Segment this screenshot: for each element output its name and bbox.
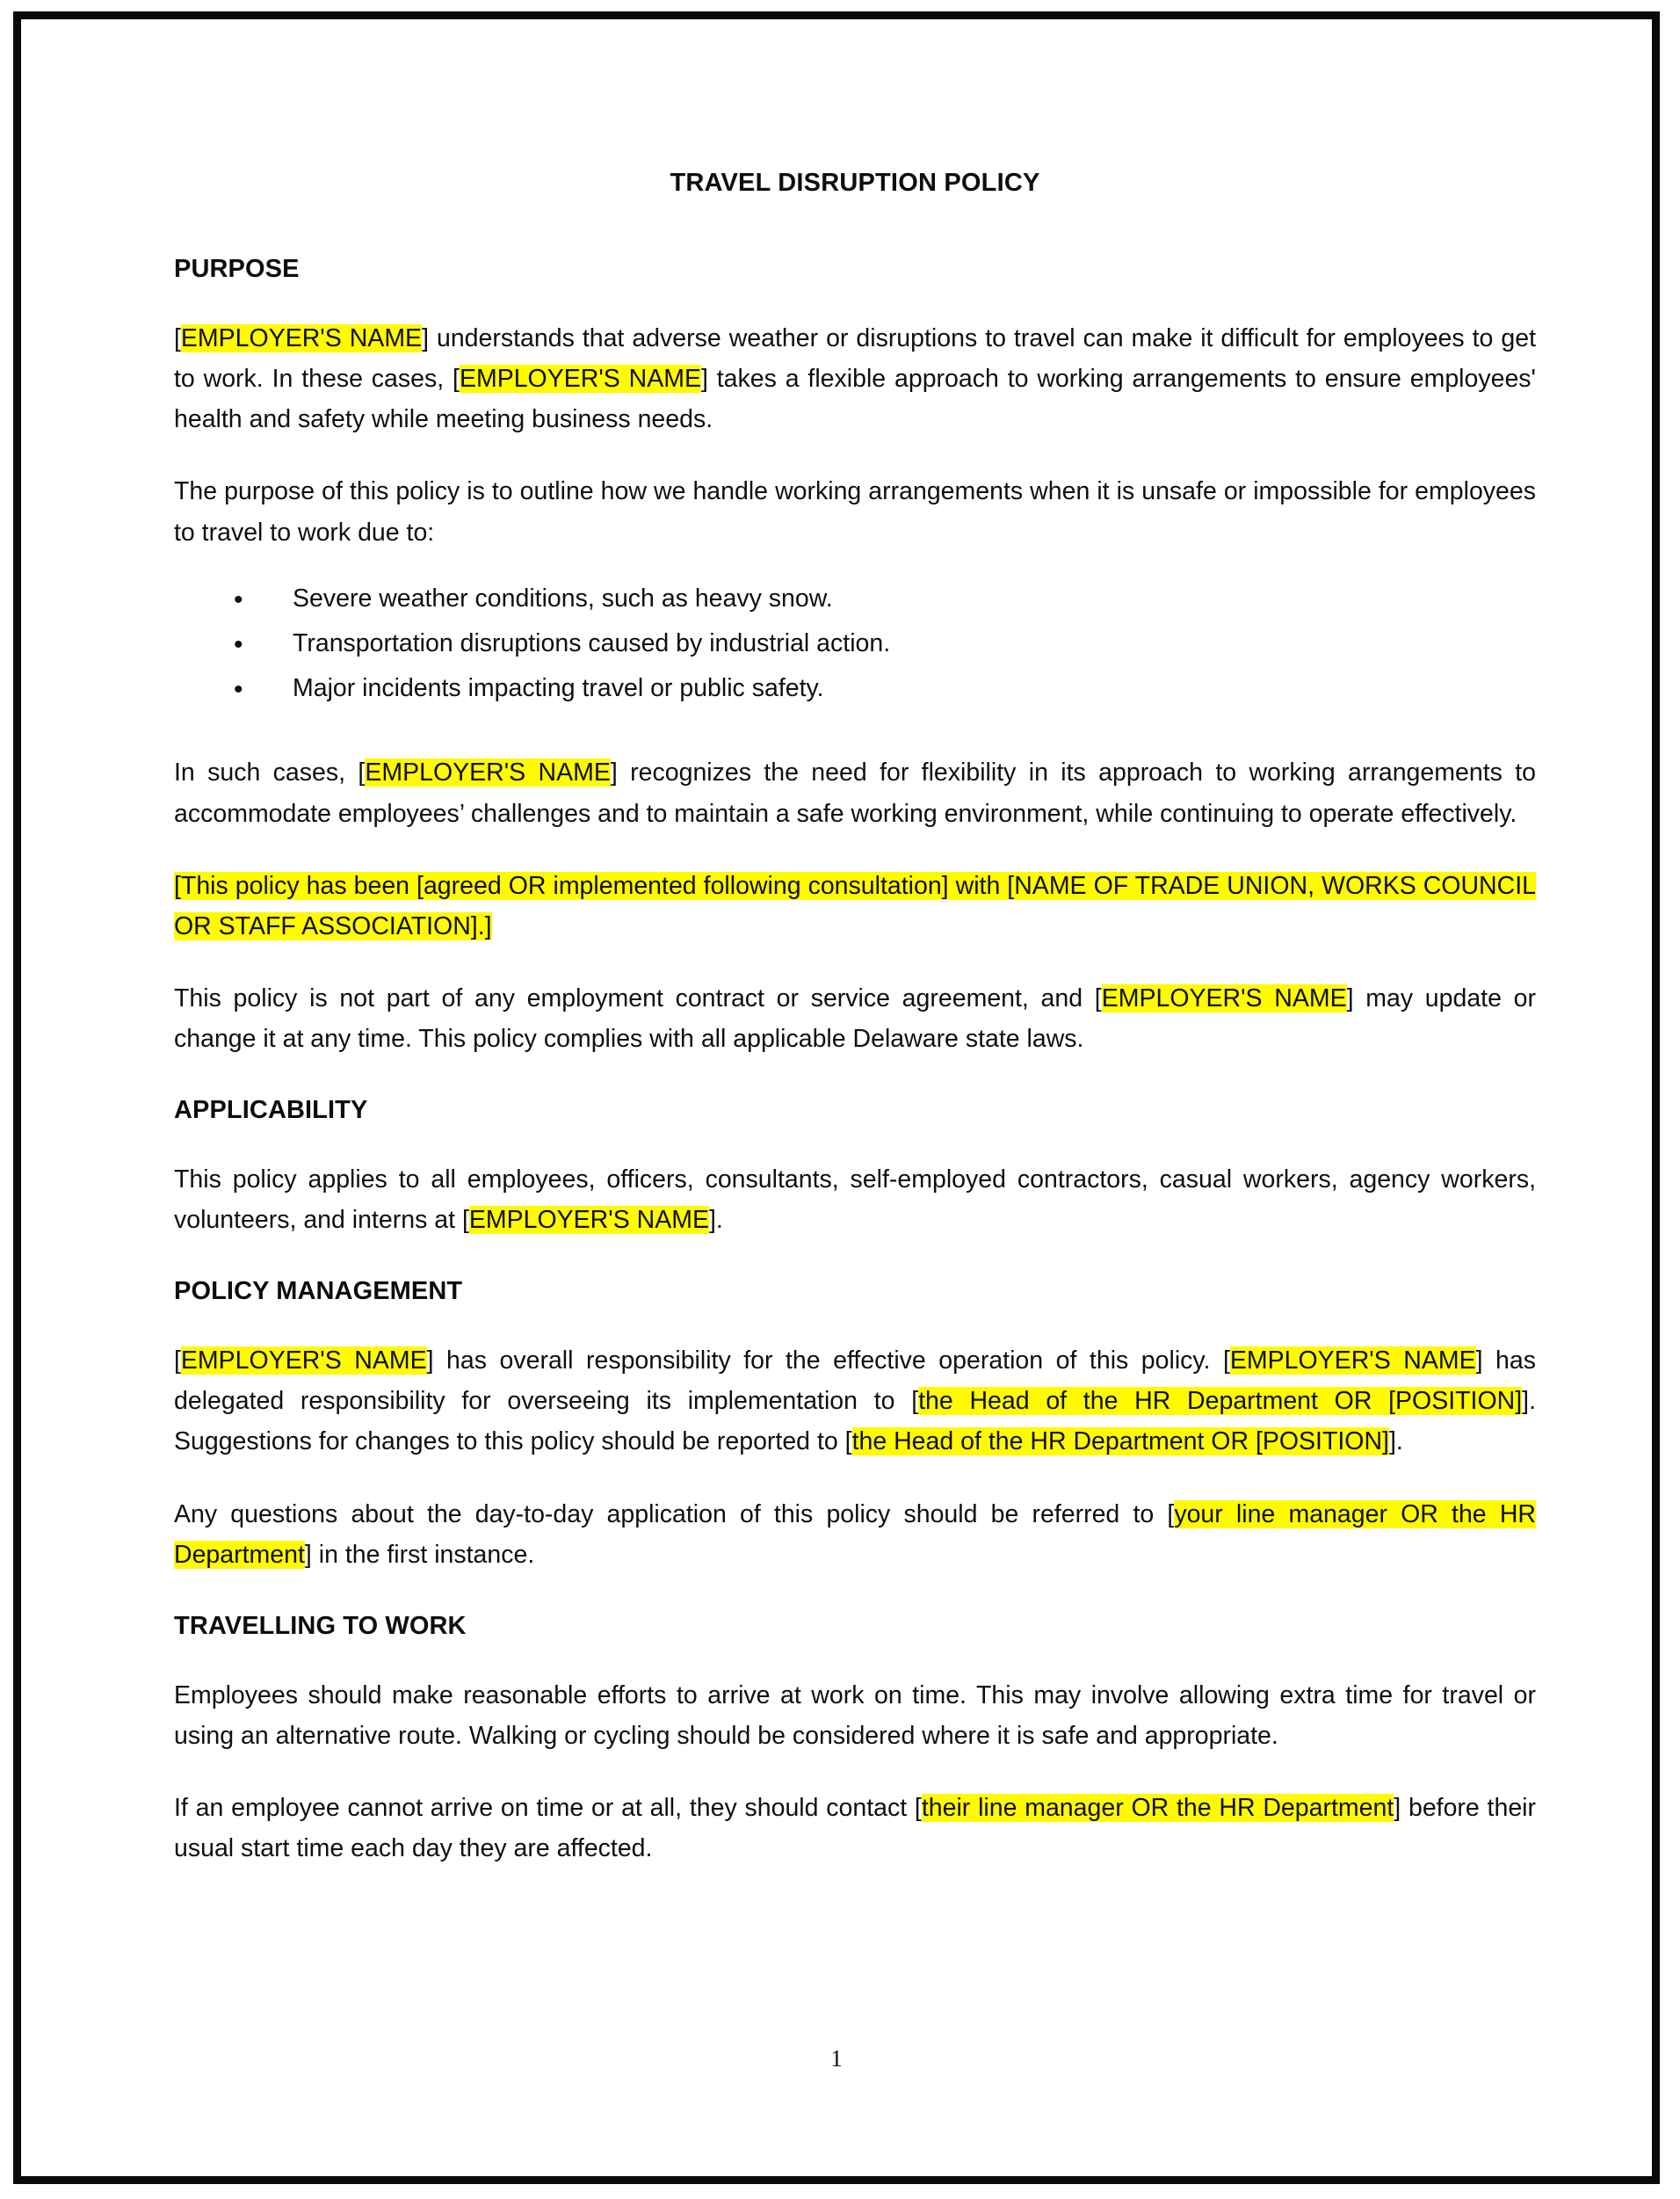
placeholder-hr-head-position: the Head of the HR Department OR [POSITION] [918,1387,1523,1416]
purpose-p3-text-1: In such cases, [ [174,758,366,787]
purpose-paragraph-1: [EMPLOYER'S NAME] understands that adverse weather or disruptions to travel can make it difficult for employees to get to work. In these cases, [EMPLOYER'S NAME] takes a flexible approach to working arrangements to ensure employees' health and safety while meeting business needs. [174,323,1537,434]
purpose-p3-text-3: ] recognizes the need for flexibility in its approach to working arrangements to accommodate employees’ challenges and to maintain a safe working environment, while continuing to operate effectively. [174,758,1536,828]
purpose-p1-text-4: ] takes a flexible approach to working arrangements to ensure employees' health and safety while meeting business needs. [174,365,1536,434]
section-heading-policy-management: POLICY MANAGEMENT [174,1277,463,1306]
document-content [174,167,1536,1900]
placeholder-line-manager-or-hr: their line manager OR the HR Department [921,1793,1394,1822]
travelling-p2-text-3: ] before their usual start time each day they are affected. [174,1793,1536,1862]
purpose-p5-text-3: ] may update or change it at any time. This policy complies with all applicable Delaware state laws. [174,984,1536,1054]
purpose-p5-text-1: This policy is not part of any employment contract or service agreement, and [ [174,984,1102,1013]
document-title: TRAVEL DISRUPTION POLICY [670,169,1040,197]
section-heading-purpose: PURPOSE [174,255,300,284]
placeholder-employer-name: EMPLOYER'S NAME [180,1346,427,1375]
list-item [234,584,1536,614]
travelling-to-work-paragraph-2 [174,1788,1536,1869]
placeholder-employer-name: EMPLOYER'S NAME [459,365,701,394]
policy-management-p1-text-6: ]. Suggestions for changes to this policy should be reported to [ [174,1387,1536,1456]
placeholder-trade-union-clause: [This policy has been [agreed OR implemented following consultation] with [NAME OF TRADE UNION, WORKS COUNCIL OR STAFF ASSOCIATION].] [174,871,1536,940]
placeholder-employer-name: EMPLOYER'S NAME [468,1206,709,1235]
purpose-paragraph-5 [174,978,1536,1059]
bullet-dot-icon: • [234,674,243,704]
list-item-label: Transportation disruptions caused by industrial action. [293,628,891,657]
placeholder-employer-name: EMPLOYER'S NAME [1229,1346,1476,1375]
section-heading-travelling-to-work: TRAVELLING TO WORK [174,1611,467,1640]
policy-management-p1-text-2: ] has overall responsibility for the effective operation of this policy. [ [426,1346,1230,1375]
applicability-paragraph-1 [174,1159,1536,1240]
document-page [21,19,1652,2176]
list-item-label: Major incidents impacting travel or public safety. [293,673,824,702]
policy-management-paragraph-2 [174,1494,1536,1575]
purpose-p1-text-2: ] understands that adverse weather or disruptions to travel can make it difficult for employees to get to work. In these cases, [ [174,323,1537,394]
purpose-paragraph-4 [174,866,1536,947]
purpose-paragraph-3 [174,752,1536,833]
applicability-p1-text-1: This policy applies to all employees, officers, consultants, self-employed contractors, casual workers, agency workers, volunteers, and interns at [ [174,1165,1536,1235]
travelling-to-work-paragraph-1: Employees should make reasonable efforts to arrive at work on time. This may involve allowing extra time for travel or using an alternative route. Walking or cycling should be considered where it is safe and appropriate. [174,1680,1536,1750]
placeholder-employer-name: EMPLOYER'S NAME [180,323,423,352]
purpose-paragraph-2: The purpose of this policy is to outline how we handle working arrangements when it is unsafe or impossible for employees to travel to work due to: [174,477,1536,547]
bullet-dot-icon: • [234,584,243,614]
policy-management-p2-text-3: ] in the first instance. [304,1540,535,1569]
section-heading-applicability: APPLICABILITY [174,1096,368,1125]
applicability-p1-text-3: ]. [708,1206,723,1235]
bullet-dot-icon: • [234,629,243,659]
policy-management-p2-text-1: Any questions about the day-to-day application of this policy should be referred to [ [174,1499,1175,1528]
list-item [234,629,1536,659]
page-number: 1 [830,2045,843,2072]
list-item [234,674,1536,704]
document-page-border [13,11,1660,2184]
placeholder-employer-name: EMPLOYER'S NAME [365,758,611,787]
list-item-label: Severe weather conditions, such as heavy snow. [293,584,833,613]
policy-management-paragraph-1: [EMPLOYER'S NAME] has overall responsibility for the effective operation of this policy. [EMPLOYER'S NAME] has delegated responsibility for overseeing its implementation to [the Head of the HR Department OR [POSITION]]. Suggestions for changes to this policy should be reported to [the Head of the HR Department OR [POSITION]]. [174,1346,1536,1456]
placeholder-line-manager-or-hr: your line manager OR the HR Department [174,1499,1536,1569]
policy-management-p1-text-4: ] has delegated responsibility for overseeing its implementation to [ [174,1346,1536,1416]
policy-management-p1-text-8: ]. [1388,1427,1403,1456]
list-spacer [174,735,1536,752]
travelling-p2-text-1: If an employee cannot arrive on time or at all, they should contact [ [174,1793,922,1822]
placeholder-hr-head-position: the Head of the HR Department OR [POSITION] [851,1427,1389,1456]
purpose-bullet-list [174,584,1536,704]
placeholder-employer-name: EMPLOYER'S NAME [1101,984,1347,1013]
